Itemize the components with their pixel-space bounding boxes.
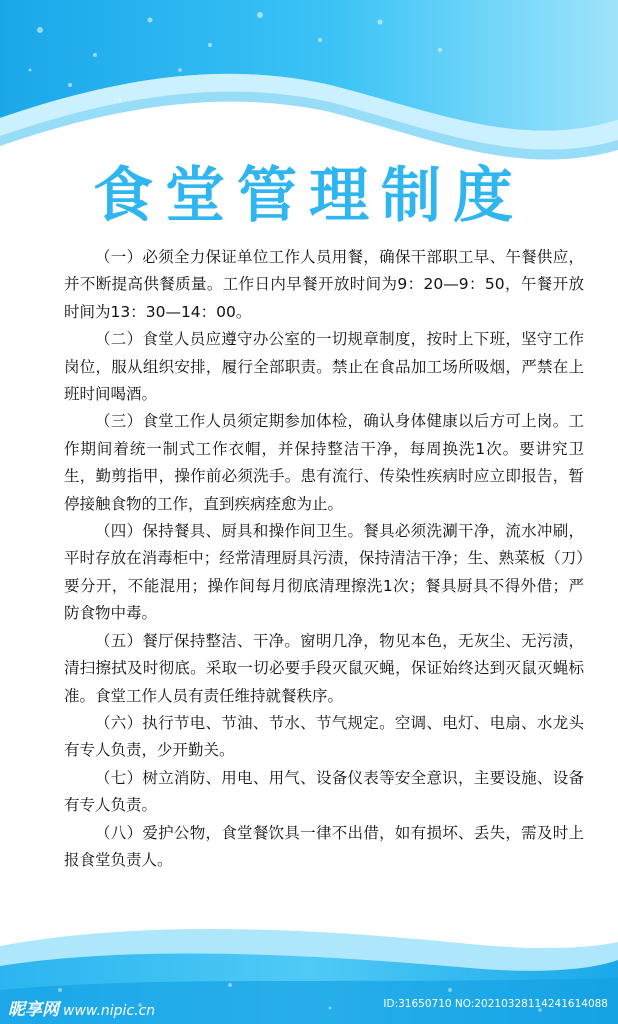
rule-paragraph-7: （七）树立消防、用电、用气、设备仪表等安全意识，主要设施、设备有专人负责。: [64, 768, 584, 815]
rule-paragraph-1: （一）必须全力保证单位工作人员用餐，确保干部职工早、午餐供应，并不断提高供餐质量。工作日内早餐开放时间为9：20—9：50，午餐开放时间为13：30—14：00。: [64, 248, 584, 321]
rule-paragraph-5: （五）餐厅保持整洁、干净。窗明几净，物见本色，无灰尘、无污渍，清扫擦拭及时彻底。采取一切必要手段灭鼠灭蝇，保证始终达到灭鼠灭蝇标准。食堂工作人员有责任维持就餐秩序。: [64, 631, 584, 705]
rule-paragraph-4: （四）保持餐具、厨具和操作间卫生。餐具必须洗涮干净，流水冲刷，平时存放在消毒柜中；经常清理厨具污渍，保持清洁干净；生、熟菜板（刀）要分开，不能混用；操作间每月彻底清理擦洗1次；餐具厨具不得外借；严防食物中毒。: [64, 522, 584, 623]
rule-paragraph-3: （三）食堂工作人员须定期参加体检，确认身体健康以后方可上岗。工作期间着统一制式工作衣帽，并保持整洁干净，每周换洗1次。要讲究卫生，勤剪指甲，操作前必须洗手。患有流行、传染性疾病时应立即报告，暂停接触食物的工作，直到疾病痊愈为止。: [64, 412, 584, 513]
watermark-id: ID:31650710 NO:20210328114241614088: [383, 998, 608, 1010]
rule-paragraph-6: （六）执行节电、节油、节水、节气规定。空调、电灯、电扇、水龙头有专人负责，少开勤关。: [64, 713, 584, 760]
page-title: 食堂管理制度: [93, 161, 525, 231]
rule-paragraph-2: （二）食堂人员应遵守办公室的一切规章制度，按时上下班，坚守工作岗位，服从组织安排，履行全部职责。禁止在食品加工场所吸烟，严禁在上班时间喝酒。: [64, 330, 584, 404]
rules-body: [64, 244, 584, 874]
watermark-logo-text: 昵享网: [8, 1000, 59, 1020]
rule-paragraph-8: （八）爱护公物，食堂餐饮具一律不出借，如有损坏、丢失，需及时上报食堂负责人。: [64, 823, 584, 869]
watermark-url: www.nipic.cn: [63, 1003, 156, 1019]
watermark-logo: [8, 995, 155, 1020]
